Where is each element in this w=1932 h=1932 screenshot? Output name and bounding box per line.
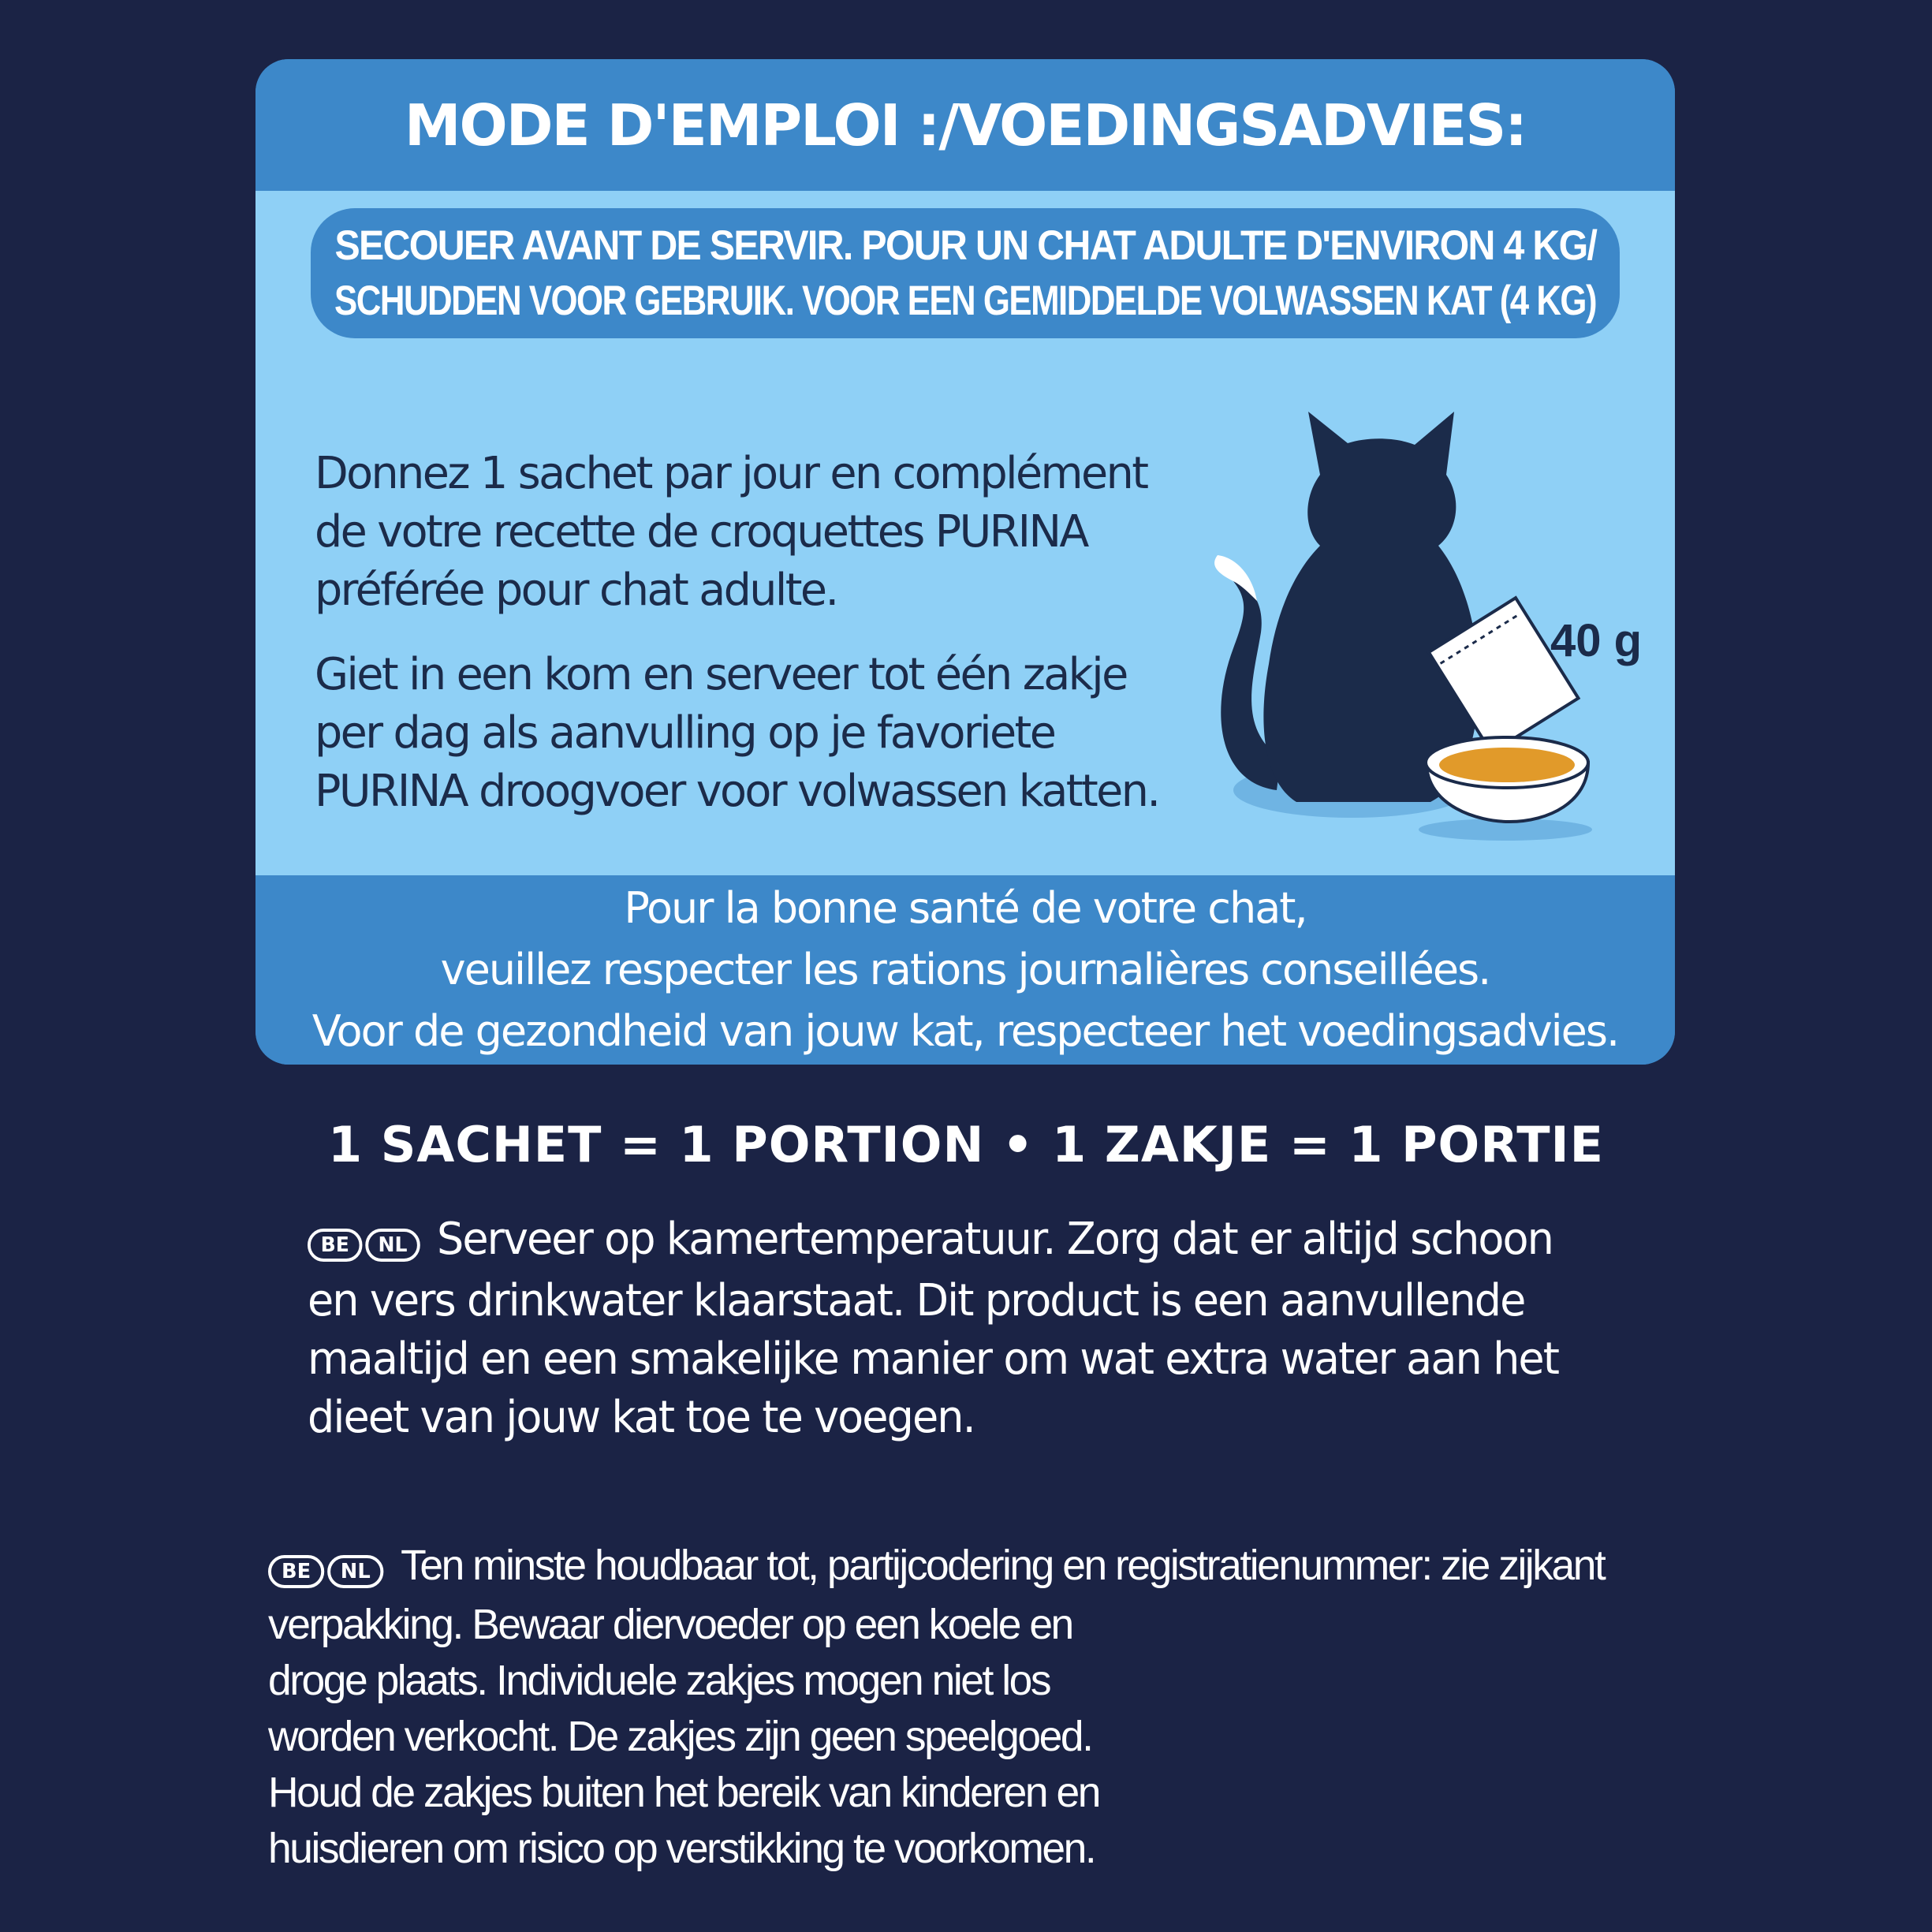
storage-paragraph xyxy=(268,1538,1688,1877)
shake-instruction-pill xyxy=(311,208,1620,338)
nl-badge-icon: NL xyxy=(365,1229,420,1262)
serving-paragraph xyxy=(308,1210,1648,1447)
serving-paragraph-line: en vers drinkwater klaarstaat. Dit product is een aanvullende xyxy=(308,1275,1525,1326)
nl-badge-icon: NL xyxy=(327,1555,383,1588)
footer-line: Voor de gezondheid van jouw kat, respecteer het voedingsadvies. xyxy=(311,1006,1619,1056)
portion-line: 1 SACHET = 1 PORTION • 1 ZAKJE = 1 PORTIE xyxy=(328,1116,1604,1173)
shake-line-fr: SECOUER AVANT DE SERVIR. POUR UN CHAT ADULTE D'ENVIRON 4 KG/ xyxy=(334,222,1596,269)
storage-paragraph-line: worden verkocht. De zakjes zijn geen speelgoed. xyxy=(268,1713,1092,1760)
card-title: MODE D'EMPLOI :/VOEDINGSADVIES: xyxy=(255,59,1675,191)
storage-paragraph-text: Ten minste houdbaar tot, partijcodering en registratienummer: zie zijkant xyxy=(401,1542,1605,1589)
storage-paragraph-line: huisdieren om risico op verstikking te voorkomen. xyxy=(268,1825,1095,1872)
card-footer xyxy=(255,875,1675,1065)
storage-paragraph-line xyxy=(268,1538,1672,1597)
instructions-nl-line: PURINA droogvoer voor volwassen katten. xyxy=(315,766,1159,817)
footer-line: Pour la bonne santé de votre chat, xyxy=(624,883,1307,933)
instructions-nl-line: Giet in een kom en serveer tot één zakje xyxy=(315,649,1127,700)
country-badges xyxy=(308,1214,423,1272)
weight-label: 40 g xyxy=(1550,615,1642,666)
instructions-fr-line: Donnez 1 sachet par jour en complément xyxy=(315,448,1147,499)
serving-paragraph-line: maaltijd en een smakelijke manier om wat extra water aan het xyxy=(308,1333,1558,1385)
card-middle-section xyxy=(255,191,1675,875)
country-badges xyxy=(268,1541,386,1597)
bowl-icon xyxy=(1426,737,1588,822)
instructions-fr xyxy=(315,445,1206,620)
storage-paragraph-line: Houd de zakjes buiten het bereik van kinderen en xyxy=(268,1769,1099,1816)
serving-paragraph-line xyxy=(308,1210,1601,1272)
footer-line: veuillez respecter les rations journalières conseillées. xyxy=(440,945,1490,994)
serving-paragraph-text: Serveer op kamertemperatuur. Zorg dat er altijd schoon xyxy=(437,1214,1553,1265)
instructions-nl-line: per dag als aanvulling op je favoriete xyxy=(315,707,1055,759)
cat-illustration xyxy=(1202,412,1643,853)
serving-paragraph-line: dieet van jouw kat toe te voegen. xyxy=(308,1392,975,1443)
shake-line-nl: SCHUDDEN VOOR GEBRUIK. VOOR EEN GEMIDDELDE VOLWASSEN KAT (4 KG) xyxy=(334,277,1597,324)
cat-body xyxy=(1263,412,1479,802)
be-badge-icon: BE xyxy=(308,1229,362,1262)
cat-tail-tip xyxy=(1214,555,1257,601)
storage-paragraph-line: droge plaats. Individuele zakjes mogen niet los xyxy=(268,1657,1050,1704)
be-badge-icon: BE xyxy=(268,1555,324,1588)
feeding-instructions-card xyxy=(255,59,1675,1065)
storage-paragraph-line: verpakking. Bewaar diervoeder op een koele en xyxy=(268,1601,1072,1648)
instructions-fr-line: de votre recette de croquettes PURINA xyxy=(315,506,1087,558)
instructions-fr-line: préférée pour chat adulte. xyxy=(315,565,837,616)
instructions-nl xyxy=(315,646,1206,821)
